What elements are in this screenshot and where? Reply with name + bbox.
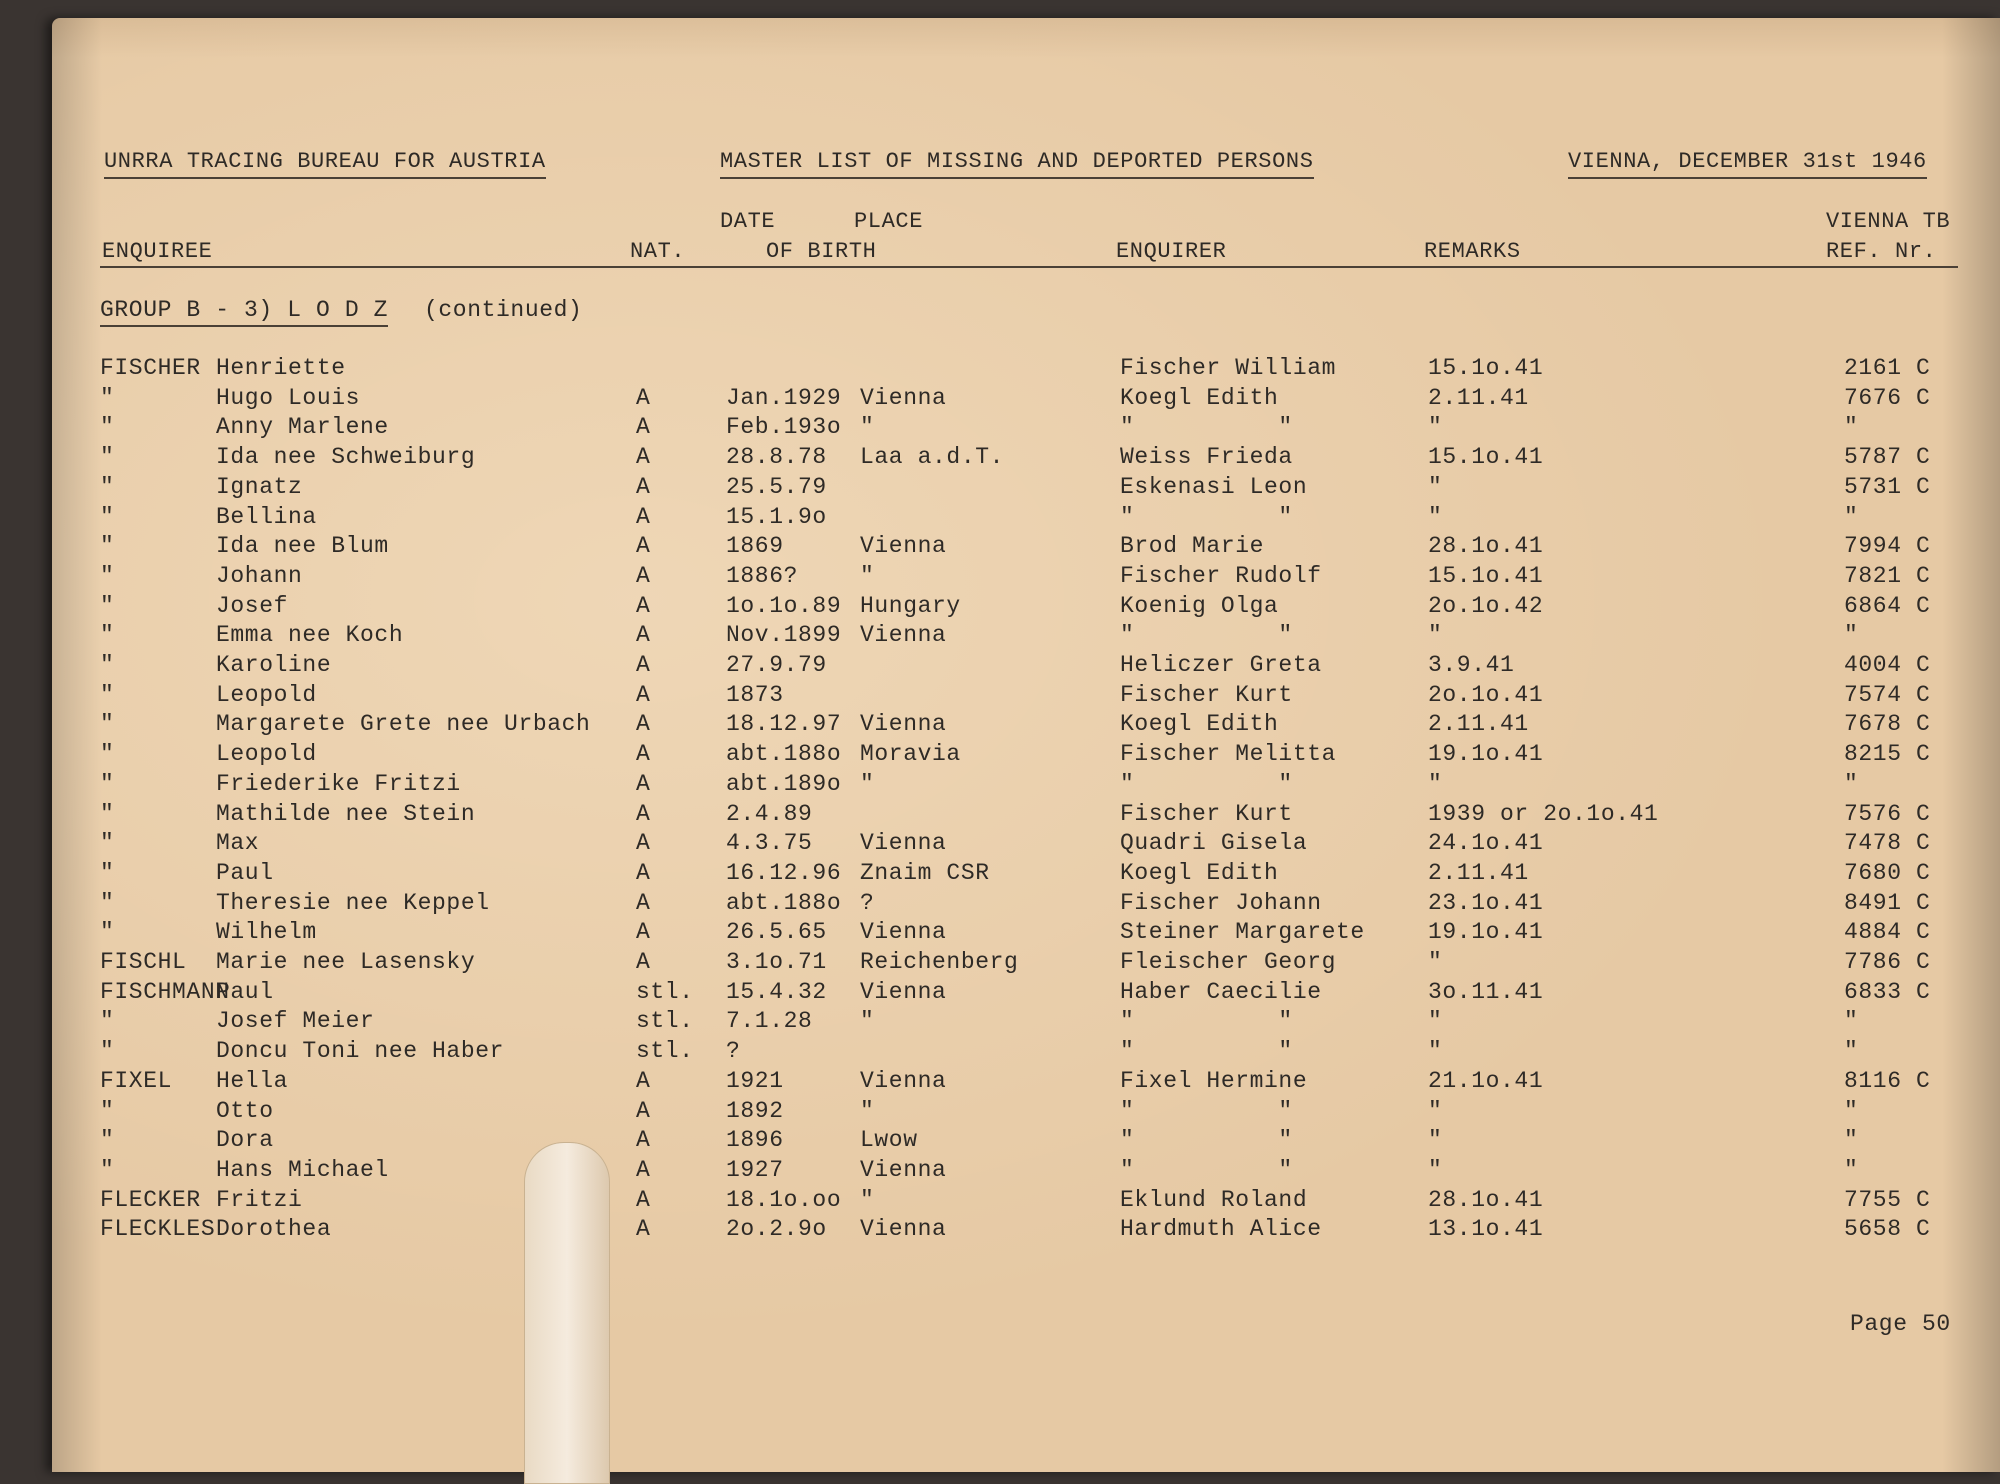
table-row: [0, 384, 2000, 414]
cell-remarks: 2.11.41: [1428, 385, 1529, 411]
table-row: [0, 770, 2000, 800]
header-title: MASTER LIST OF MISSING AND DEPORTED PERSONS: [720, 148, 1314, 179]
cell-enquirer: " ": [1120, 622, 1293, 648]
cell-nationality: A: [636, 919, 651, 945]
cell-given-names: Friederike Fritzi: [216, 771, 461, 797]
cell-given-names: Henriette: [216, 355, 346, 381]
cell-nationality: A: [636, 622, 651, 648]
cell-remarks: 3.9.41: [1428, 652, 1515, 678]
cell-surname: FLECKLES: [100, 1216, 216, 1242]
cell-birth-date: 26.5.65: [726, 919, 827, 945]
cell-surname: ": [100, 444, 115, 470]
cell-enquirer: " ": [1120, 1127, 1293, 1153]
cell-ref-number: 5787 C: [1844, 444, 1931, 470]
cell-birth-place: Znaim CSR: [860, 860, 990, 886]
cell-surname: ": [100, 741, 115, 767]
header-rule: [100, 266, 1958, 268]
cell-remarks: 2o.1o.41: [1428, 682, 1544, 708]
cell-nationality: A: [636, 1127, 651, 1153]
cell-given-names: Emma nee Koch: [216, 622, 404, 648]
cell-ref-number: 5658 C: [1844, 1216, 1931, 1242]
table-row: [0, 1215, 2000, 1245]
cell-surname: ": [100, 860, 115, 886]
cell-nationality: A: [636, 533, 651, 559]
cell-enquirer: Fischer Melitta: [1120, 741, 1337, 767]
cell-given-names: Leopold: [216, 741, 317, 767]
cell-enquirer: Koegl Edith: [1120, 860, 1279, 886]
cell-given-names: Paul: [216, 860, 274, 886]
cell-enquirer: " ": [1120, 771, 1293, 797]
cell-ref-number: 8116 C: [1844, 1068, 1931, 1094]
cell-surname: ": [100, 919, 115, 945]
cell-ref-number: 6864 C: [1844, 593, 1931, 619]
table-row: [0, 1097, 2000, 1127]
cell-remarks: ": [1428, 1008, 1443, 1034]
cell-remarks: ": [1428, 622, 1443, 648]
cell-surname: ": [100, 593, 115, 619]
cell-birth-date: 1892: [726, 1098, 784, 1124]
cell-enquirer: " ": [1120, 414, 1293, 440]
cell-surname: FISCHER: [100, 355, 201, 381]
cell-enquirer: Haber Caecilie: [1120, 979, 1322, 1005]
col-ref-label-2: REF. Nr.: [1826, 239, 1937, 264]
cell-remarks: ": [1428, 504, 1443, 530]
cell-surname: ": [100, 474, 115, 500]
cell-nationality: A: [636, 801, 651, 827]
cell-birth-place: ": [860, 771, 875, 797]
cell-enquirer: Fischer Kurt: [1120, 682, 1293, 708]
cell-surname: ": [100, 652, 115, 678]
cell-ref-number: ": [1844, 1008, 1859, 1034]
cell-surname: FIXEL: [100, 1068, 173, 1094]
cell-remarks: 15.1o.41: [1428, 355, 1544, 381]
cell-remarks: 1939 or 2o.1o.41: [1428, 801, 1659, 827]
cell-surname: ": [100, 504, 115, 530]
cell-nationality: A: [636, 474, 651, 500]
cell-surname: ": [100, 622, 115, 648]
cell-ref-number: 8491 C: [1844, 890, 1931, 916]
cell-ref-number: 7680 C: [1844, 860, 1931, 886]
cell-surname: ": [100, 830, 115, 856]
cell-birth-place: ?: [860, 890, 875, 916]
cell-given-names: Marie nee Lasensky: [216, 949, 476, 975]
cell-ref-number: 5731 C: [1844, 474, 1931, 500]
table-row: [0, 681, 2000, 711]
table-row: [0, 800, 2000, 830]
table-row: [0, 1067, 2000, 1097]
cell-given-names: Hans Michael: [216, 1157, 389, 1183]
cell-remarks: 15.1o.41: [1428, 444, 1544, 470]
cell-birth-place: Lwow: [860, 1127, 918, 1153]
cell-remarks: ": [1428, 474, 1443, 500]
cell-enquirer: Koenig Olga: [1120, 593, 1279, 619]
cell-given-names: Hugo Louis: [216, 385, 361, 411]
col-ref-label-1: VIENNA TB: [1826, 209, 1951, 234]
cell-birth-date: abt.188o: [726, 741, 842, 767]
cell-nationality: A: [636, 682, 651, 708]
cell-birth-date: 15.1.9o: [726, 504, 827, 530]
table-row: [0, 1007, 2000, 1037]
cell-enquirer: " ": [1120, 1157, 1293, 1183]
cell-remarks: 19.1o.41: [1428, 919, 1544, 945]
table-row: [0, 562, 2000, 592]
cell-ref-number: ": [1844, 771, 1859, 797]
cell-surname: ": [100, 563, 115, 589]
cell-birth-date: abt.189o: [726, 771, 842, 797]
cell-birth-date: 25.5.79: [726, 474, 827, 500]
cell-birth-place: Vienna: [860, 1157, 947, 1183]
cell-ref-number: 4004 C: [1844, 652, 1931, 678]
cell-given-names: Leopold: [216, 682, 317, 708]
cell-remarks: 15.1o.41: [1428, 563, 1544, 589]
col-of-birth: OF BIRTH: [766, 239, 877, 264]
cell-birth-place: Vienna: [860, 711, 947, 737]
col-date-label: DATE: [720, 209, 776, 234]
cell-ref-number: 7574 C: [1844, 682, 1931, 708]
cell-surname: FISCHL: [100, 949, 187, 975]
cell-nationality: A: [636, 1098, 651, 1124]
cell-given-names: Bellina: [216, 504, 317, 530]
cell-ref-number: ": [1844, 1157, 1859, 1183]
cell-ref-number: ": [1844, 1098, 1859, 1124]
table-row: [0, 889, 2000, 919]
cell-remarks: ": [1428, 1098, 1443, 1124]
cell-nationality: A: [636, 414, 651, 440]
cell-ref-number: 7755 C: [1844, 1187, 1931, 1213]
cell-birth-date: 15.4.32: [726, 979, 827, 1005]
cell-enquirer: Hardmuth Alice: [1120, 1216, 1322, 1242]
cell-enquirer: Steiner Margarete: [1120, 919, 1365, 945]
cell-enquirer: Eklund Roland: [1120, 1187, 1308, 1213]
cell-given-names: Theresie nee Keppel: [216, 890, 490, 916]
cell-enquirer: Fixel Hermine: [1120, 1068, 1308, 1094]
table-row: [0, 948, 2000, 978]
cell-surname: ": [100, 1157, 115, 1183]
col-enquiree: ENQUIREE: [102, 239, 213, 264]
table-row: [0, 592, 2000, 622]
cell-enquirer: " ": [1120, 1008, 1293, 1034]
cell-given-names: Anny Marlene: [216, 414, 389, 440]
cell-remarks: 28.1o.41: [1428, 533, 1544, 559]
cell-given-names: Wilhelm: [216, 919, 317, 945]
cell-birth-date: ?: [726, 1038, 741, 1064]
cell-surname: ": [100, 1038, 115, 1064]
cell-remarks: ": [1428, 949, 1443, 975]
cell-ref-number: 7821 C: [1844, 563, 1931, 589]
cell-given-names: Josef Meier: [216, 1008, 375, 1034]
cell-enquirer: Fleischer Georg: [1120, 949, 1337, 975]
cell-birth-place: Vienna: [860, 830, 947, 856]
table-row: [0, 740, 2000, 770]
cell-surname: ": [100, 1098, 115, 1124]
cell-enquirer: Fischer Kurt: [1120, 801, 1293, 827]
table-row: [0, 859, 2000, 889]
cell-ref-number: 4884 C: [1844, 919, 1931, 945]
table-row: [0, 978, 2000, 1008]
cell-nationality: stl.: [636, 1008, 694, 1034]
cell-given-names: Hella: [216, 1068, 289, 1094]
cell-nationality: A: [636, 949, 651, 975]
cell-remarks: 28.1o.41: [1428, 1187, 1544, 1213]
cell-ref-number: 7676 C: [1844, 385, 1931, 411]
cell-ref-number: 8215 C: [1844, 741, 1931, 767]
cell-nationality: A: [636, 563, 651, 589]
cell-given-names: Karoline: [216, 652, 332, 678]
cell-ref-number: ": [1844, 1127, 1859, 1153]
cell-birth-date: 1o.1o.89: [726, 593, 842, 619]
cell-birth-date: 1873: [726, 682, 784, 708]
table-row: [0, 354, 2000, 384]
cell-surname: ": [100, 533, 115, 559]
cell-birth-date: 18.1o.oo: [726, 1187, 842, 1213]
table-row: [0, 532, 2000, 562]
cell-given-names: Margarete Grete nee Urbach: [216, 711, 591, 737]
cell-nationality: A: [636, 504, 651, 530]
cell-nationality: A: [636, 711, 651, 737]
table-row: [0, 1037, 2000, 1067]
cell-birth-place: Vienna: [860, 622, 947, 648]
cell-birth-place: Vienna: [860, 385, 947, 411]
cell-birth-date: 2.4.89: [726, 801, 813, 827]
cell-given-names: Josef: [216, 593, 289, 619]
cell-birth-date: Jan.1929: [726, 385, 842, 411]
cell-remarks: 2.11.41: [1428, 860, 1529, 886]
cell-remarks: 2o.1o.42: [1428, 593, 1544, 619]
table-row: [0, 651, 2000, 681]
cell-nationality: A: [636, 652, 651, 678]
col-enquirer: ENQUIRER: [1116, 239, 1227, 264]
cell-birth-date: 1896: [726, 1127, 784, 1153]
cell-ref-number: ": [1844, 504, 1859, 530]
cell-nationality: A: [636, 385, 651, 411]
cell-enquirer: Brod Marie: [1120, 533, 1265, 559]
cell-birth-date: 28.8.78: [726, 444, 827, 470]
col-nat: NAT.: [630, 239, 686, 264]
cell-remarks: 2.11.41: [1428, 711, 1529, 737]
cell-surname: ": [100, 890, 115, 916]
cell-surname: ": [100, 1127, 115, 1153]
cell-birth-date: Feb.193o: [726, 414, 842, 440]
cell-enquirer: Eskenasi Leon: [1120, 474, 1308, 500]
cell-birth-place: ": [860, 1008, 875, 1034]
cell-given-names: Fritzi: [216, 1187, 303, 1213]
cell-remarks: ": [1428, 1127, 1443, 1153]
cell-birth-place: Vienna: [860, 1216, 947, 1242]
cell-birth-place: ": [860, 414, 875, 440]
cell-birth-place: Moravia: [860, 741, 961, 767]
table-row: [0, 443, 2000, 473]
cell-ref-number: 7678 C: [1844, 711, 1931, 737]
cell-surname: FLECKER: [100, 1187, 201, 1213]
cell-given-names: Johann: [216, 563, 303, 589]
cell-remarks: ": [1428, 1157, 1443, 1183]
cell-birth-place: Reichenberg: [860, 949, 1019, 975]
cell-ref-number: 6833 C: [1844, 979, 1931, 1005]
cell-given-names: Paul: [216, 979, 274, 1005]
header-org: UNRRA TRACING BUREAU FOR AUSTRIA: [104, 148, 546, 179]
cell-nationality: A: [636, 444, 651, 470]
cell-birth-place: ": [860, 563, 875, 589]
table-row: [0, 621, 2000, 651]
cell-surname: ": [100, 385, 115, 411]
table-row: [0, 503, 2000, 533]
cell-surname: ": [100, 414, 115, 440]
group-label: GROUP B - 3) L O D Z: [100, 296, 388, 327]
cell-surname: ": [100, 771, 115, 797]
cell-remarks: 21.1o.41: [1428, 1068, 1544, 1094]
table-row: [0, 1186, 2000, 1216]
cell-birth-date: 18.12.97: [726, 711, 842, 737]
table-row: [0, 918, 2000, 948]
cell-nationality: stl.: [636, 979, 694, 1005]
cell-ref-number: 7478 C: [1844, 830, 1931, 856]
cell-enquirer: Quadri Gisela: [1120, 830, 1308, 856]
cell-birth-date: 2o.2.9o: [726, 1216, 827, 1242]
col-remarks: REMARKS: [1424, 239, 1521, 264]
table-row: [0, 710, 2000, 740]
cell-nationality: A: [636, 830, 651, 856]
table-row: [0, 413, 2000, 443]
cell-given-names: Max: [216, 830, 260, 856]
cell-nationality: A: [636, 771, 651, 797]
cell-given-names: Dora: [216, 1127, 274, 1153]
cell-surname: ": [100, 1008, 115, 1034]
cell-ref-number: ": [1844, 414, 1859, 440]
cell-nationality: A: [636, 890, 651, 916]
page-number: Page 50: [1850, 1311, 1951, 1337]
table-row: [0, 829, 2000, 859]
header-place-date: VIENNA, DECEMBER 31st 1946: [1568, 148, 1927, 179]
cell-nationality: A: [636, 1068, 651, 1094]
cell-ref-number: 7576 C: [1844, 801, 1931, 827]
cell-ref-number: ": [1844, 1038, 1859, 1064]
cell-birth-date: 7.1.28: [726, 1008, 813, 1034]
cell-surname: ": [100, 711, 115, 737]
cell-enquirer: Fischer William: [1120, 355, 1337, 381]
cell-enquirer: Heliczer Greta: [1120, 652, 1322, 678]
cell-nationality: A: [636, 1187, 651, 1213]
table-row: [0, 1126, 2000, 1156]
col-place-label: PLACE: [854, 209, 924, 234]
cell-enquirer: " ": [1120, 1038, 1293, 1064]
cell-enquirer: Weiss Frieda: [1120, 444, 1293, 470]
cell-given-names: Mathilde nee Stein: [216, 801, 476, 827]
cell-birth-place: ": [860, 1187, 875, 1213]
cell-ref-number: 7994 C: [1844, 533, 1931, 559]
cell-birth-date: 3.1o.71: [726, 949, 827, 975]
table-row: [0, 1156, 2000, 1186]
table-row: [0, 473, 2000, 503]
cell-birth-date: 1886?: [726, 563, 799, 589]
cell-ref-number: ": [1844, 622, 1859, 648]
cell-surname: ": [100, 682, 115, 708]
cell-remarks: 23.1o.41: [1428, 890, 1544, 916]
cell-enquirer: " ": [1120, 504, 1293, 530]
cell-birth-date: 27.9.79: [726, 652, 827, 678]
cell-birth-place: Vienna: [860, 979, 947, 1005]
cell-nationality: A: [636, 1216, 651, 1242]
cell-remarks: ": [1428, 414, 1443, 440]
cell-birth-date: abt.188o: [726, 890, 842, 916]
cell-enquirer: Koegl Edith: [1120, 711, 1279, 737]
cell-enquirer: Koegl Edith: [1120, 385, 1279, 411]
cell-given-names: Otto: [216, 1098, 274, 1124]
cell-birth-date: 1921: [726, 1068, 784, 1094]
cell-enquirer: Fischer Johann: [1120, 890, 1322, 916]
group-note: (continued): [424, 297, 583, 323]
cell-birth-date: 1927: [726, 1157, 784, 1183]
cell-remarks: 3o.11.41: [1428, 979, 1544, 1005]
cell-birth-place: Hungary: [860, 593, 961, 619]
cell-given-names: Ida nee Blum: [216, 533, 389, 559]
cell-birth-date: 4.3.75: [726, 830, 813, 856]
cell-ref-number: 2161 C: [1844, 355, 1931, 381]
cell-birth-place: Vienna: [860, 919, 947, 945]
cell-given-names: Ignatz: [216, 474, 303, 500]
cell-birth-place: Vienna: [860, 1068, 947, 1094]
cell-remarks: 24.1o.41: [1428, 830, 1544, 856]
cell-given-names: Doncu Toni nee Haber: [216, 1038, 505, 1064]
cell-given-names: Dorothea: [216, 1216, 332, 1242]
cell-ref-number: 7786 C: [1844, 949, 1931, 975]
cell-remarks: 19.1o.41: [1428, 741, 1544, 767]
cell-surname: FISCHMANN: [100, 979, 230, 1005]
cell-birth-date: Nov.1899: [726, 622, 842, 648]
cell-remarks: 13.1o.41: [1428, 1216, 1544, 1242]
cell-remarks: ": [1428, 771, 1443, 797]
cell-nationality: A: [636, 741, 651, 767]
cell-enquirer: Fischer Rudolf: [1120, 563, 1322, 589]
cell-given-names: Ida nee Schweiburg: [216, 444, 476, 470]
cell-birth-place: Vienna: [860, 533, 947, 559]
cell-birth-place: Laa a.d.T.: [860, 444, 1005, 470]
cell-nationality: A: [636, 593, 651, 619]
cell-birth-date: 16.12.96: [726, 860, 842, 886]
cell-enquirer: " ": [1120, 1098, 1293, 1124]
cell-nationality: A: [636, 1157, 651, 1183]
cell-remarks: ": [1428, 1038, 1443, 1064]
cell-surname: ": [100, 801, 115, 827]
cell-birth-place: ": [860, 1098, 875, 1124]
cell-nationality: A: [636, 860, 651, 886]
cell-nationality: stl.: [636, 1038, 694, 1064]
cell-birth-date: 1869: [726, 533, 784, 559]
